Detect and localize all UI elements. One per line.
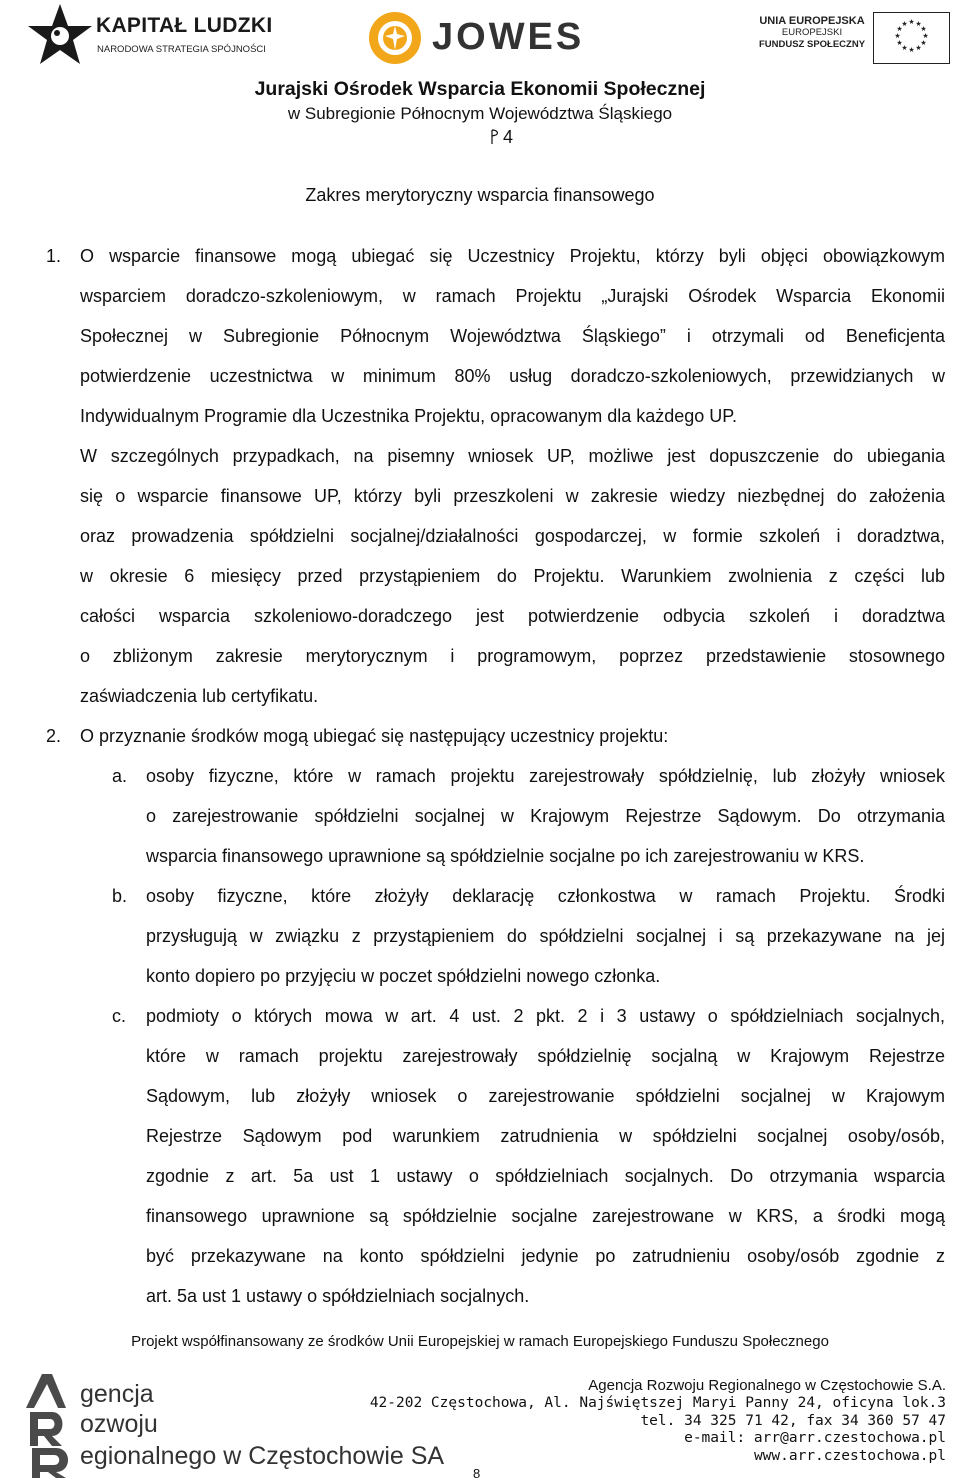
- kapital-ludzki-logo: [26, 2, 276, 72]
- item-1-line: potwierdzenie uczestnictwa w minimum 80% usług doradczo-szkoleniowych, przewidzianych w: [80, 366, 945, 386]
- eu-logo-text: [756, 15, 868, 51]
- subitem-a-line: o zarejestrowanie spółdzielni socjalnej w Krajowym Rejestrze Sądowym. Do otrzymania: [146, 806, 945, 826]
- svg-text:★: ★: [920, 25, 927, 33]
- kapital-ludzki-star-icon: [26, 2, 94, 68]
- subitem-c-line: które w ramach projektu zarejestrowały spółdzielnię socjalną w Krajowym Rejestrze: [146, 1046, 945, 1066]
- subitem-a-marker: a.: [112, 766, 128, 786]
- agency-logo-line-1: gencja: [80, 1380, 154, 1408]
- agency-contact: [370, 1377, 946, 1466]
- jowes-sun-icon: [366, 10, 424, 66]
- contact-line: Agencja Rozwoju Regionalnego w Częstochowie S.A.: [588, 1377, 946, 1394]
- section-number: 4: [503, 127, 514, 147]
- subitem-a-line: osoby fizyczne, które w ramach projektu zarejestrowały spółdzielnię, lub złożyły wniosek: [146, 766, 945, 786]
- svg-text:★: ★: [908, 18, 915, 26]
- svg-text:★: ★: [896, 39, 903, 47]
- cofinancing-note: Projekt współfinansowany ze środków Unii Europejskiej w ramach Europejskiego Funduszu Społecznego: [131, 1333, 829, 1350]
- contact-email[interactable]: e-mail: arr@arr.czestochowa.pl: [684, 1430, 946, 1447]
- subitem-c-marker: c.: [112, 1006, 127, 1026]
- eu-line-2: EUROPEJSKI: [781, 27, 843, 38]
- subitem-b-marker: b.: [112, 886, 128, 906]
- jowes-logo: [366, 10, 590, 66]
- svg-text:★: ★: [915, 44, 922, 52]
- item-1-line: wsparciem doradczo-szkoleniowym, w ramach Projektu „Jurajski Ośrodek Wsparcia Ekonomii: [80, 286, 945, 306]
- item-1-line: Społecznej w Subregionie Północnym Województwa Śląskiego” i otrzymali od Beneficjenta: [80, 326, 945, 346]
- subitem-c-line: Sądowym, lub złożyły wniosek o zarejestrowanie spółdzielni socjalnej w Krajowym: [146, 1086, 945, 1106]
- item-1-line: O wsparcie finansowe mogą ubiegać się Uczestnicy Projektu, którzy byli objęci obowiązkowym: [80, 246, 945, 266]
- contact-line: 42-202 Częstochowa, Al. Najświętszej Maryi Panny 24, oficyna lok.3: [369, 1394, 946, 1411]
- svg-text:★: ★: [915, 20, 922, 28]
- subitem-b-line: osoby fizyczne, które złożyły deklarację członkostwa w ramach Projektu. Środki: [146, 886, 945, 906]
- agency-logo-line-3: egionalnego w Częstochowie SA: [80, 1442, 445, 1470]
- item-1-line: Indywidualnym Programie dla Uczestnika Projektu, opracowanym dla każdego UP.: [80, 406, 737, 426]
- item-2-text: O przyznanie środków mogą ubiegać się następujący uczestnicy projektu:: [80, 726, 669, 746]
- agency-logo-letters-icon: [22, 1372, 86, 1478]
- svg-text:★: ★: [896, 25, 903, 33]
- kapital-ludzki-subtitle: NARODOWA STRATEGIA SPÓJNOŚCI: [97, 44, 266, 55]
- contact-website[interactable]: www.arr.czestochowa.pl: [753, 1448, 946, 1465]
- item-1-line: zaświadczenia lub certyfikatu.: [80, 686, 319, 706]
- item-1-marker: 1.: [46, 246, 62, 266]
- subitem-b-line: przysługują w związku z przystąpieniem do spółdzielni socjalnej i są przekazywane na jej: [146, 926, 945, 946]
- eu-line-3: FUNDUSZ SPOŁECZNY: [758, 39, 866, 50]
- eu-logo: [756, 12, 952, 64]
- contact-line: tel. 34 325 71 42, fax 34 360 57 47: [640, 1412, 946, 1429]
- item-2-marker: 2.: [46, 726, 62, 746]
- organization-title: Jurajski Ośrodek Wsparcia Ekonomii Społecznej: [254, 78, 706, 100]
- item-1-line: W szczególnych przypadkach, na pisemny wniosek UP, możliwe jest dopuszczenie do ubiegania: [80, 446, 945, 466]
- item-1-line: oraz prowadzenia spółdzielni socjalnej/działalności gospodarczej, w formie szkoleń i doradztwa,: [80, 526, 945, 546]
- subitem-c-line: finansowego uprawnione są spółdzielnie socjalne zarejestrowane w KRS, a środki mogą: [146, 1206, 945, 1226]
- subitem-c-line: art. 5a ust 1 ustawy o spółdzielniach socjalnych.: [146, 1286, 530, 1306]
- eu-flag-icon: [873, 12, 950, 64]
- agency-logo-line-2: ozwoju: [80, 1410, 158, 1438]
- subitem-c-line: podmioty o których mowa w art. 4 ust. 2 pkt. 2 i 3 ustawy o spółdzielniach socjalnych,: [146, 1006, 945, 1026]
- section-heading: Zakres merytoryczny wsparcia finansowego: [305, 185, 655, 205]
- jowes-wordmark: JOWES: [432, 16, 585, 58]
- subitem-c-line: Rejestrze Sądowym pod warunkiem zatrudnienia w spółdzielni socjalnej osoby/osób,: [146, 1126, 945, 1146]
- svg-text:★: ★: [901, 44, 908, 52]
- organization-subtitle: w Subregionie Północnym Województwa Śląskiego: [287, 104, 673, 123]
- svg-text:★: ★: [901, 20, 908, 28]
- svg-text:★: ★: [894, 32, 901, 40]
- item-1-line: się o wsparcie finansowe UP, którzy byli przeszkoleni w zakresie wiedzy niezbędnej do założenia: [80, 486, 945, 506]
- svg-text:★: ★: [922, 32, 929, 40]
- subitem-b-line: konto dopiero po przyjęciu w poczet spółdzielni nowego członka.: [146, 966, 661, 986]
- subitem-c-line: zgodnie z art. 5a ust 1 ustawy o spółdzielniach socjalnych. Do otrzymania wsparcia: [146, 1166, 945, 1186]
- eu-line-1: UNIA EUROPEJSKA: [759, 15, 865, 27]
- item-1-line: o zbliżonym zakresie merytorycznym i programowym, poprzez przedstawienie stosownego: [80, 646, 945, 666]
- item-1-line: w okresie 6 miesięcy przed przystąpieniem do Projektu. Warunkiem zwolnienia z części lub: [80, 566, 945, 586]
- kapital-ludzki-title: KAPITAŁ LUDZKI: [96, 14, 273, 37]
- svg-text:★: ★: [920, 39, 927, 47]
- section-number-icon: [489, 129, 501, 145]
- page-number: 8: [473, 1466, 481, 1481]
- item-1-line: całości wsparcia szkoleniowo-doradczego jest potwierdzenie odbycia szkoleń i doradztwa: [80, 606, 945, 626]
- subitem-c-line: być przekazywane na konto spółdzielni jedynie po zatrudnieniu osoby/osób zgodnie z: [146, 1246, 945, 1266]
- svg-text:★: ★: [908, 46, 915, 54]
- subitem-a-line: wsparcia finansowego uprawnione są spółdzielnie socjalne po ich zarejestrowaniu w KRS.: [146, 846, 865, 866]
